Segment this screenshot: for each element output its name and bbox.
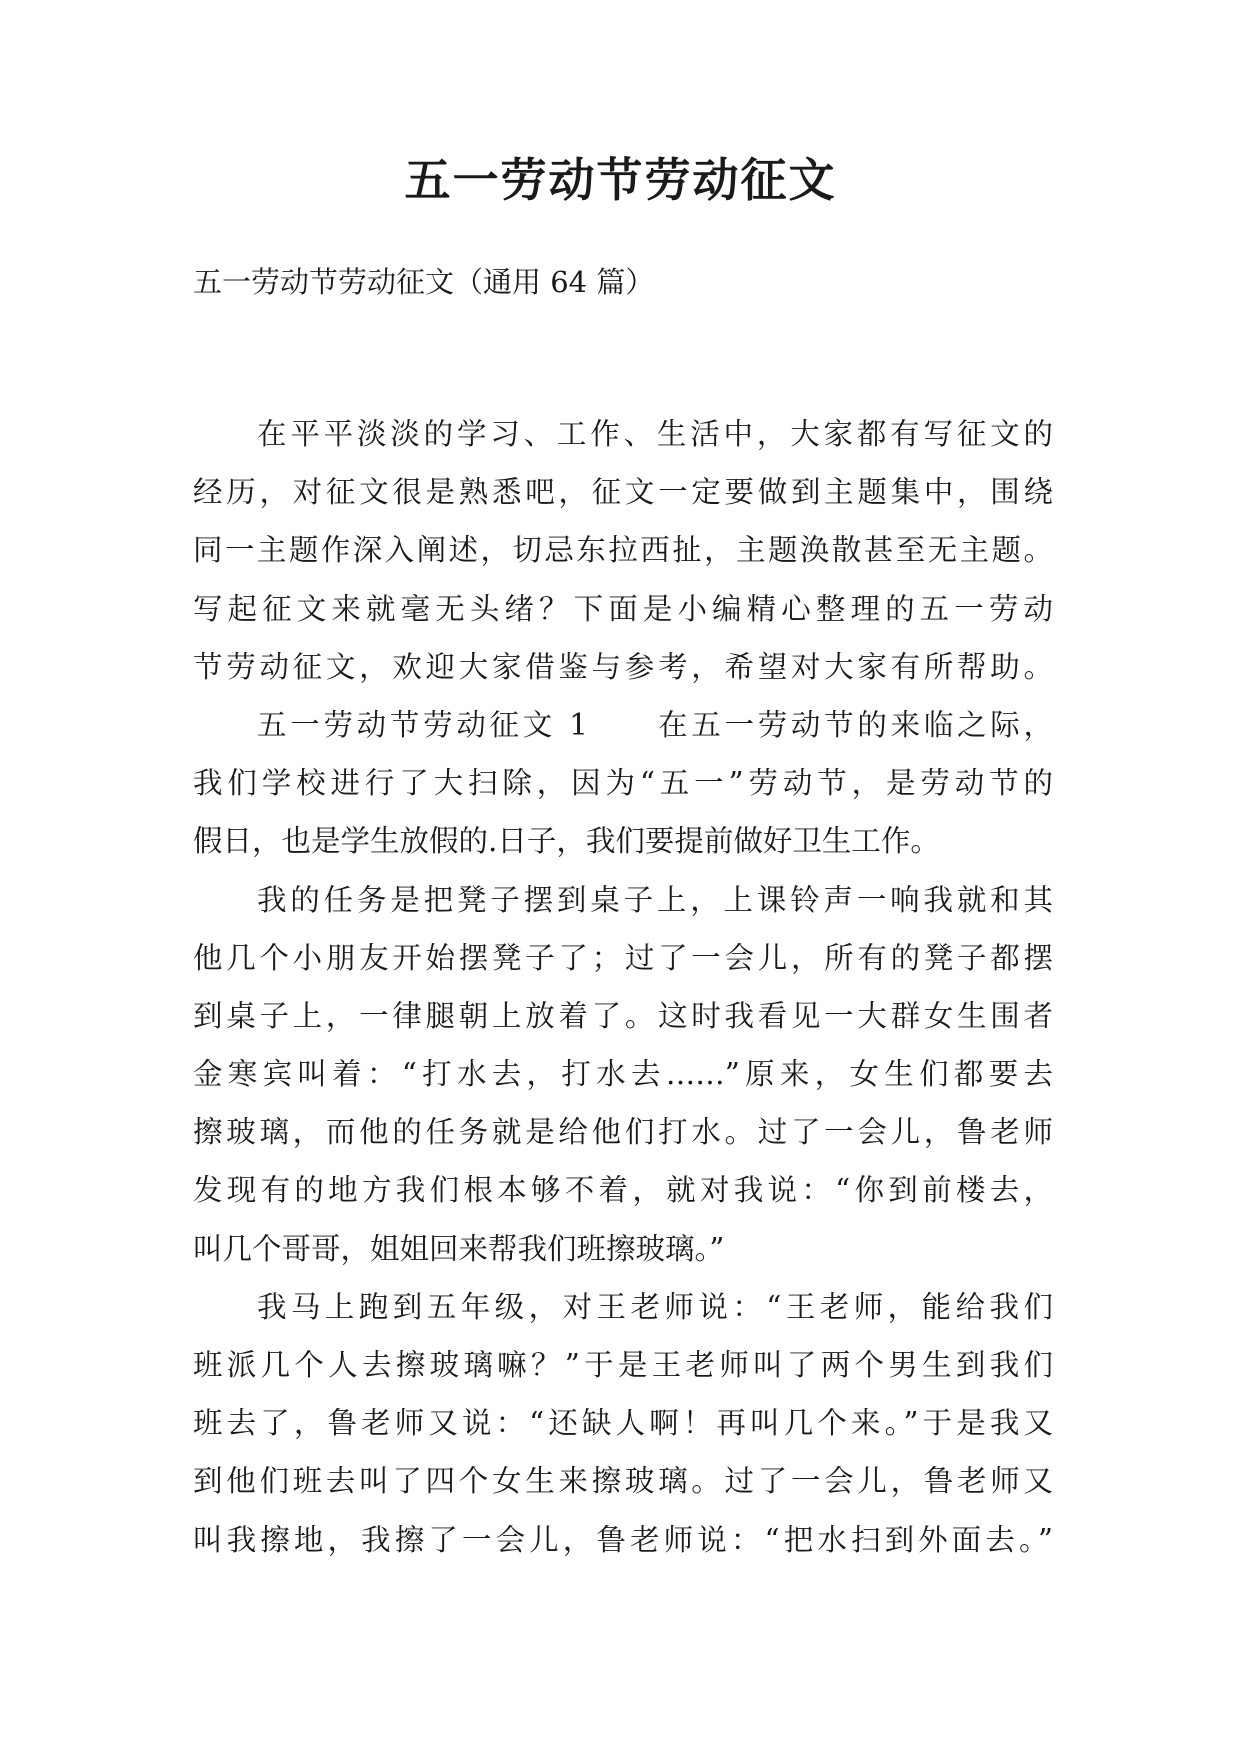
body-text-line: 我马上跑到五年级，对王老师说：“王老师，能给我们 xyxy=(257,1289,1053,1324)
body-text-line: 他几个小朋友开始摆凳子了；过了一会儿，所有的凳子都摆 xyxy=(193,940,1053,975)
body-text-line: 五一劳动节劳动征文 1 在五一劳动节的来临之际， xyxy=(257,707,1053,742)
body-text-line: 金寒宾叫着：“打水去，打水去……”原来，女生们都要去 xyxy=(193,1057,1053,1092)
document-title: 五一劳动节劳动征文 xyxy=(404,153,837,207)
body-text-line: 节劳动征文，欢迎大家借鉴与参考，希望对大家有所帮助。 xyxy=(193,649,1053,684)
body-text-line: 叫几个哥哥，姐姐回来帮我们班擦玻璃。” xyxy=(193,1231,725,1266)
document-body xyxy=(193,405,1053,1569)
body-text-line: 写起征文来就毫无头绪？下面是小编精心整理的五一劳动 xyxy=(193,591,1053,626)
body-text-line: 假日，也是学生放假的.日子，我们要提前做好卫生工作。 xyxy=(193,824,940,859)
body-text-line: 班派几个人去擦玻璃嘛？”于是王老师叫了两个男生到我们 xyxy=(193,1348,1053,1382)
document-subtitle: 五一劳动节劳动征文（通用 64 篇） xyxy=(193,265,655,299)
body-text-line: 发现有的地方我们根本够不着，就对我说：“你到前楼去， xyxy=(193,1173,1053,1208)
body-text-line: 到他们班去叫了四个女生来擦玻璃。过了一会儿，鲁老师又 xyxy=(193,1464,1053,1499)
body-text-line: 我们学校进行了大扫除，因为“五一”劳动节，是劳动节的 xyxy=(193,766,1053,801)
body-text-line: 班去了，鲁老师又说：“还缺人啊！再叫几个来。”于是我又 xyxy=(193,1406,1053,1441)
body-text-line: 同一主题作深入阐述，切忌东拉西扯，主题涣散甚至无主题。 xyxy=(193,533,1053,568)
body-text-line: 叫我擦地，我擦了一会儿，鲁老师说：“把水扫到外面去。” xyxy=(193,1522,1053,1557)
body-text-line: 到桌子上，一律腿朝上放着了。这时我看见一大群女生围者 xyxy=(193,998,1053,1033)
body-text-line: 经历，对征文很是熟悉吧，征文一定要做到主题集中，围绕 xyxy=(193,475,1053,510)
body-text-line: 擦玻璃，而他的任务就是给他们打水。过了一会儿，鲁老师 xyxy=(193,1115,1053,1150)
body-text-line: 我的任务是把凳子摆到桌子上，上课铃声一响我就和其 xyxy=(257,882,1053,917)
body-text-line: 在平平淡淡的学习、工作、生活中，大家都有写征文的 xyxy=(257,417,1053,451)
